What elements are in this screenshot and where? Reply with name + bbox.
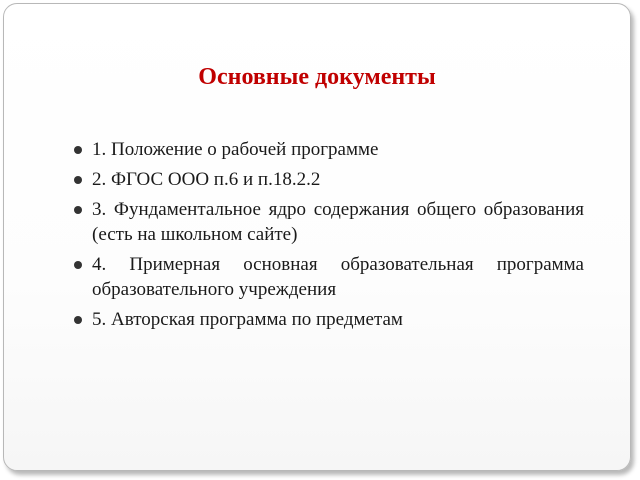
list-item-text: 1. Положение о рабочей программе bbox=[92, 139, 379, 160]
list-item bbox=[74, 137, 584, 162]
bullet-dot-icon bbox=[74, 176, 82, 184]
bullet-dot-icon bbox=[74, 261, 82, 269]
slide-frame bbox=[3, 3, 631, 471]
slide-title: Основные документы bbox=[198, 64, 436, 90]
list-item bbox=[74, 307, 584, 332]
list-item-text: 5. Авторская программа по предметам bbox=[92, 309, 403, 330]
list-item bbox=[74, 197, 584, 247]
list-item-text: 4. Примерная основная образовательная программа образовательного учреждения bbox=[92, 254, 584, 300]
list-item-text: 3. Фундаментальное ядро содержания общего образования (есть на школьном сайте) bbox=[92, 199, 584, 245]
bullet-dot-icon bbox=[74, 206, 82, 214]
bullet-dot-icon bbox=[74, 316, 82, 324]
list-item bbox=[74, 167, 584, 192]
document-list bbox=[74, 137, 584, 337]
list-item-text: 2. ФГОС ООО п.6 и п.18.2.2 bbox=[92, 169, 321, 190]
list-item bbox=[74, 252, 584, 302]
bullet-dot-icon bbox=[74, 146, 82, 154]
